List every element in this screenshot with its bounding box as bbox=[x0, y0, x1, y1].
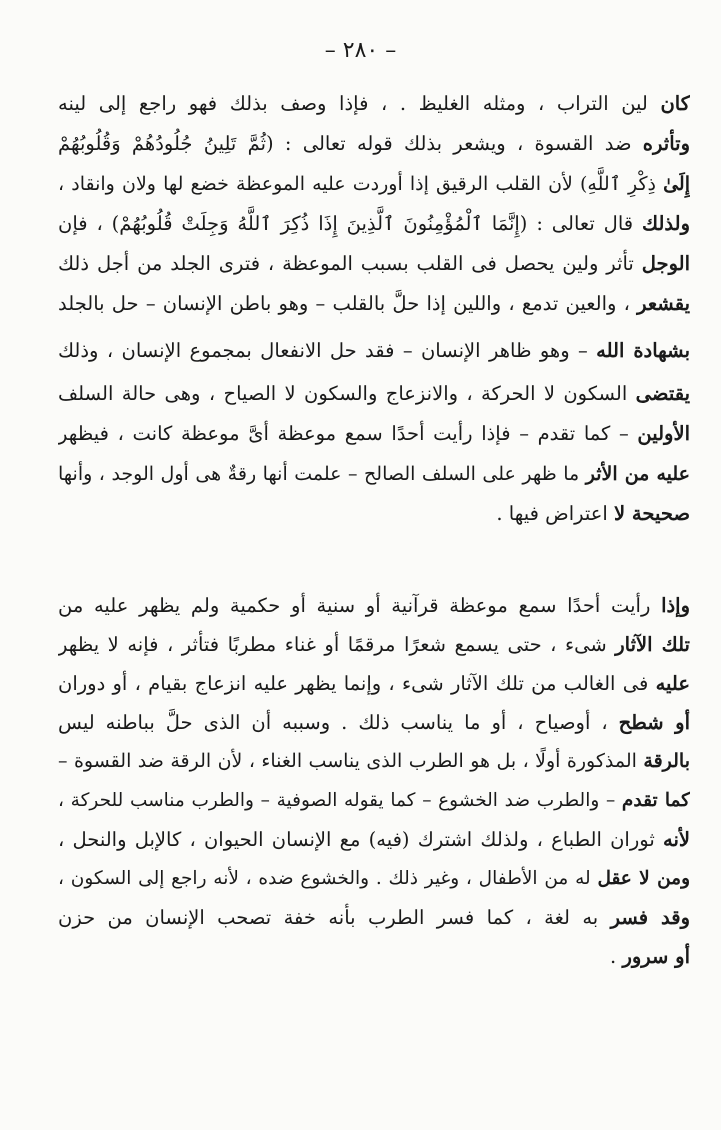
text-line: عليه من الأثر ما ظهر على السلف الصالح – علمت أنها رقةٌ هى أول الوجد ، وأنها bbox=[58, 463, 690, 485]
text-line: إِلَىٰ ذِكْرِ ٱللَّهِ) لأن القلب الرقيق إذا أوردت عليه الموعظة خضع لها ولان وانقاد ، bbox=[58, 173, 690, 195]
text-line: وتأثره ضد القسوة ، ويشعر بذلك قوله تعالى : (ثُمَّ تَلِينُ جُلُودُهُمْ وَقُلُوبُهُمْ bbox=[58, 132, 690, 155]
text-line: أو سرور . bbox=[610, 945, 690, 968]
text-line: أو شطح ، أوصياح ، أو ما يناسب ذلك . وسببه أن الذى حلَّ بباطنه ليس bbox=[58, 711, 690, 734]
text-line: عليه فى الغالب من تلك الآثار شىء ، وإنما يظهر عليه انزعاج بقيام ، أو دوران bbox=[58, 672, 690, 695]
text-line: صحيحة لا اعتراض فيها . bbox=[496, 502, 690, 525]
text-line: يقشعر ، والعين تدمع ، واللين إذا حلَّ بالقلب – وهو باطن الإنسان – حل بالجلد bbox=[58, 292, 690, 315]
text-line: الوجل تأثر ولين يحصل فى القلب بسبب الموعظة ، فترى الجلد من أجل ذلك bbox=[58, 252, 690, 275]
text-line: يقتضى السكون لا الحركة ، والانزعاج والسكون لا الصياح ، وهى حالة السلف bbox=[58, 382, 690, 405]
text-line: ومن لا عقل له من الأطفال ، وغير ذلك . والخشوع ضده ، لأنه راجع إلى السكون ، bbox=[58, 868, 690, 889]
text-line: الأولين – كما تقدم – فإذا رأيت أحدًا سمع موعظة أىَّ موعظة كانت ، فيظهر bbox=[58, 422, 690, 445]
text-line: وقد فسر به لغة ، كما فسر الطرب بأنه خفة تصحب الإنسان من حزن bbox=[58, 906, 690, 929]
page-number: – ٢٨٠ – bbox=[324, 38, 397, 63]
text-line: كان لين التراب ، ومثله الغليظ . ، فإذا وصف بذلك فهو راجع إلى لينه bbox=[58, 92, 690, 115]
text-line: بشهادة الله – وهو ظاهر الإنسان – فقد حل الانفعال بمجموع الإنسان ، وذلك bbox=[58, 339, 690, 362]
paragraph-2 bbox=[58, 586, 690, 976]
text-line: لأنه ثوران الطباع ، ولذلك اشترك (فيه) مع الإنسان الحيوان ، كالإبل والنحل ، bbox=[58, 828, 690, 851]
text-line: تلك الآثار شىء ، حتى يسمع شعرًا مرقمًا أو غناء مطربًا فتأثر ، فإنه لا يظهر bbox=[58, 633, 690, 656]
text-line: ولذلك قال تعالى : (إِنَّمَا ٱلْمُؤْمِنُونَ ٱلَّذِينَ إِذَا ذُكِرَ ٱللَّهُ وَجِلَتْ قُلُوبُهُمْ) ، فإن bbox=[58, 212, 690, 235]
text-line: كما تقدم – والطرب ضد الخشوع – كما يقوله الصوفية – والطرب مناسب للحركة ، bbox=[58, 790, 690, 811]
text-line: بالرقة المذكورة أولًا ، بل هو الطرب الذى يناسب الغناء ، لأن الرقة ضد القسوة – bbox=[58, 750, 690, 772]
text-line: وإذا رأيت أحدًا سمع موعظة قرآنية أو سنية أو حكمية ولم يظهر عليه من bbox=[58, 594, 690, 617]
paragraph-1 bbox=[58, 84, 690, 534]
